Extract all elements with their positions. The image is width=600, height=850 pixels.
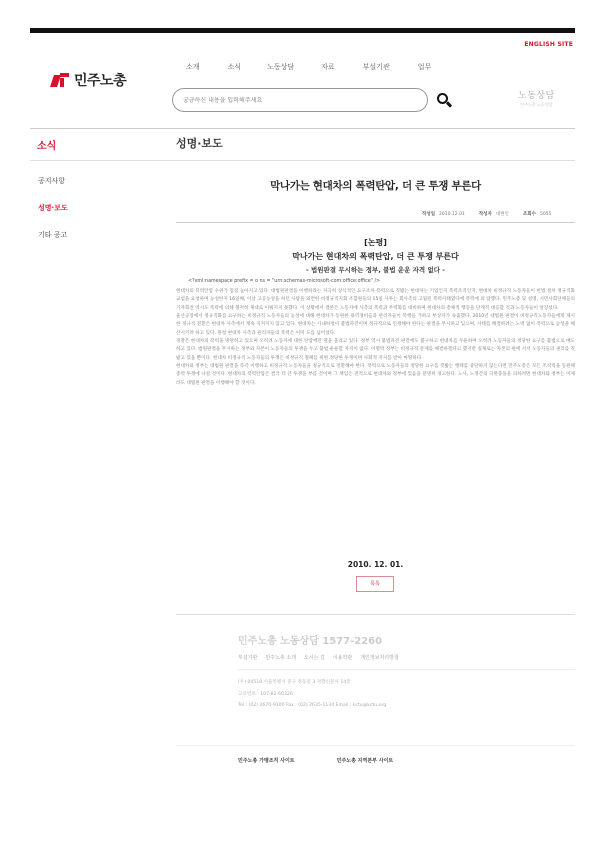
divider [176,222,575,223]
article-meta [422,211,551,217]
nav-item-news[interactable]: 소식 [227,63,242,71]
nav-item-about[interactable]: 소개 [186,63,200,71]
nav-item-counsel[interactable]: 노동상담 [267,63,295,71]
article-headline: 막나가는 현대차의 폭력탄압, 더 큰 투쟁 부른다 [292,252,459,261]
footer-link-member-orgs[interactable]: 민주노총 가맹조직 사이트 [238,758,295,764]
footer-link-terms[interactable]: 이용약관 [332,655,353,661]
sidebar-item-notice[interactable]: 공지사항 [38,177,66,185]
footer-tel: 민주노총 노동상담 1577-2260 [238,636,383,647]
search-input[interactable] [183,97,417,104]
meta-date: 작성일 2010.12.01 [422,212,465,217]
search-icon[interactable] [436,92,452,108]
divider [176,614,575,615]
nav-item-resources[interactable]: 자료 [321,63,335,71]
article-tag: [논평] [364,238,387,247]
xml-namespace-line: <?xml:namespace prefix = o ns = "urn:schemas-microsoft-com:office:office" /> [188,279,381,284]
sidebar-menu [38,176,68,257]
footer-reg-number: 고유번호 : 107-82-60326 [238,691,293,697]
divider [30,160,575,161]
meta-author: 작성자 대변인 [478,212,509,217]
nav-item-work[interactable]: 업무 [417,63,432,71]
footer-address: (우) 04518 서울특별시 중구 정동길 3 경향신문사 14층 [238,680,351,685]
article-title: 막나가는 현대차의 폭력탄압, 더 큰 투쟁 부른다 [270,180,481,192]
sidebar-item-statements[interactable]: 성명·보도 [38,204,68,212]
kctu-logo-icon [52,73,70,87]
english-site-link[interactable]: ENGLISH SITE [524,41,573,48]
list-button[interactable]: 목록 [356,576,394,592]
article-body [176,288,575,560]
article-paragraph: 경찰은 현대차의 폭력을 방관하고 있으며 오히려 노동자에 대한 탄압에만 열을 올리고 있다. 정부 역시 불법파견 판결에도 불구하고 현대차를 두둔하며 오히려 노동자들의 정당한 요구를 불법으로 매도하고 있다. 법원판결을 무시하는 정부와 자본이 노동자들의 투쟁을 두고 불법 운운할 자격이 없다. 이명박 정부는 비정규직 문제를 해결하겠다고 했지만 실제로는 자본의 편에 서서 노동자들의 권리를 짓밟고 있을 뿐이다. 현대차 비정규직 노동자들의 투쟁은 비정규직 철폐를 위한 정당한 투쟁이며 사회적 지지를 받아 마땅하다. [176,339,575,361]
article-paragraph: 현대차와 정부는 대법원 판결을 즉각 이행하고 비정규직 노동자들을 정규직으로 전환해야 한다. 폭력으로 노동자들의 정당한 요구를 짓밟는 행태를 중단하지 않는다면 민주노총은 모든 조직력을 동원해 총력 투쟁에 나설 것이다. 현대차의 폭력탄압은 결국 더 큰 투쟁을 부를 것이며 그 책임은 전적으로 현대차와 정부에 있음을 분명히 경고한다. 노사, 노정간의 극한충돌을 피하려면 현대차와 정부는 이제라도 대법원 판결을 이행해야 할 것이다. [176,364,575,386]
main-nav [186,62,431,72]
footer-bottom-links [238,757,393,764]
article-subhead: - 법원판결 무시하는 정부, 불법 운운 자격 없다 - [306,266,445,274]
search-box [172,88,428,112]
footer-link-about[interactable]: 민주노총 소개 [265,655,296,661]
footer-info [238,677,386,712]
logo[interactable] [52,70,126,90]
article-paragraph: 울산공장에서 정규직화를 요구하는 비정규직 노동자들의 농성에 대해 현대차가 동원한 용역경비들과 관리자들이 폭행을 가하고 부상자가 속출했다. 2010년 대법원 판결이 비정규직노동자들에게 제시한 정규직 전환은 현대차 사측에서 계속 지켜지지 않고 있다. 현대차는 사내하청이 불법파견이며 정규직으로 인정해야 한다는 판결을 무시하고 있으며, 사태를 해결하려는 노력 없이 폭력으로 농성을 해산시키려 하고 있다. 원청 현대차 사측과 관리자들의 폭력은 이미 도를 넘어섰다. [176,314,575,336]
article-date: 2010. 12. 01. [347,560,404,569]
footer-link-affiliates[interactable]: 부설기관 [238,655,258,661]
footer-links [238,654,399,661]
article-paragraph: 현대차의 폭력탄압 수위가 점점 높아지고 있다. 대법원판결을 이행하라는 지극히 상식적인 요구조차 폭력으로 짓밟는 현대차는 기업인지 폭력조직인지, 현대차 비정규직 노동자들이 헌법 절차 정규직화 교섭을 요청하며 농성한지 16일째, 이날 고공농성을 하던 사람을 외면한 비정규직지회 조합원들의 15일 사투는 회사측의 고립된 폭력사태였다에 폭력에 의 랍했다. 민주노총 및 성명, 시민사회단체들의 기자회견 역시도 폭력에 의해 철저히 제대로 이뤄지지 못했다. 이 상황에서 결론은 노동자에 사측의 폭력과 무력화를 대비하며 현대차의 총체적 행동을 단계적 대응할 것과 노동자들이 앞장섰다. [176,289,575,311]
meta-views: 조회수 5055 [522,212,552,217]
labor-counsel-title: 노동상담 [518,91,555,101]
labor-counsel-link[interactable] [518,88,555,108]
sidebar-item-other-notices[interactable]: 기타 공고 [38,231,68,239]
nav-item-affiliates[interactable]: 부설기관 [362,63,390,71]
footer-contact: Tel : (02) 2670-9100 Fax : (02) 2635-1134 Email : kctu@kctu.org [238,703,387,708]
divider [238,669,575,670]
labor-counsel-subtitle: 민주노총 노동상담 [520,102,553,107]
divider [176,745,575,746]
footer-link-regional[interactable]: 민주노총 지역본부 사이트 [336,758,394,764]
logo-text: 민주노총 [74,73,127,89]
page-title: 성명·보도 [176,137,223,150]
footer-link-directions[interactable]: 오시는 길 [303,655,325,661]
footer-link-privacy[interactable]: 개인정보처리방침 [360,655,399,661]
top-bar [30,28,575,33]
divider [30,128,575,129]
sidebar-title: 소식 [37,141,57,152]
